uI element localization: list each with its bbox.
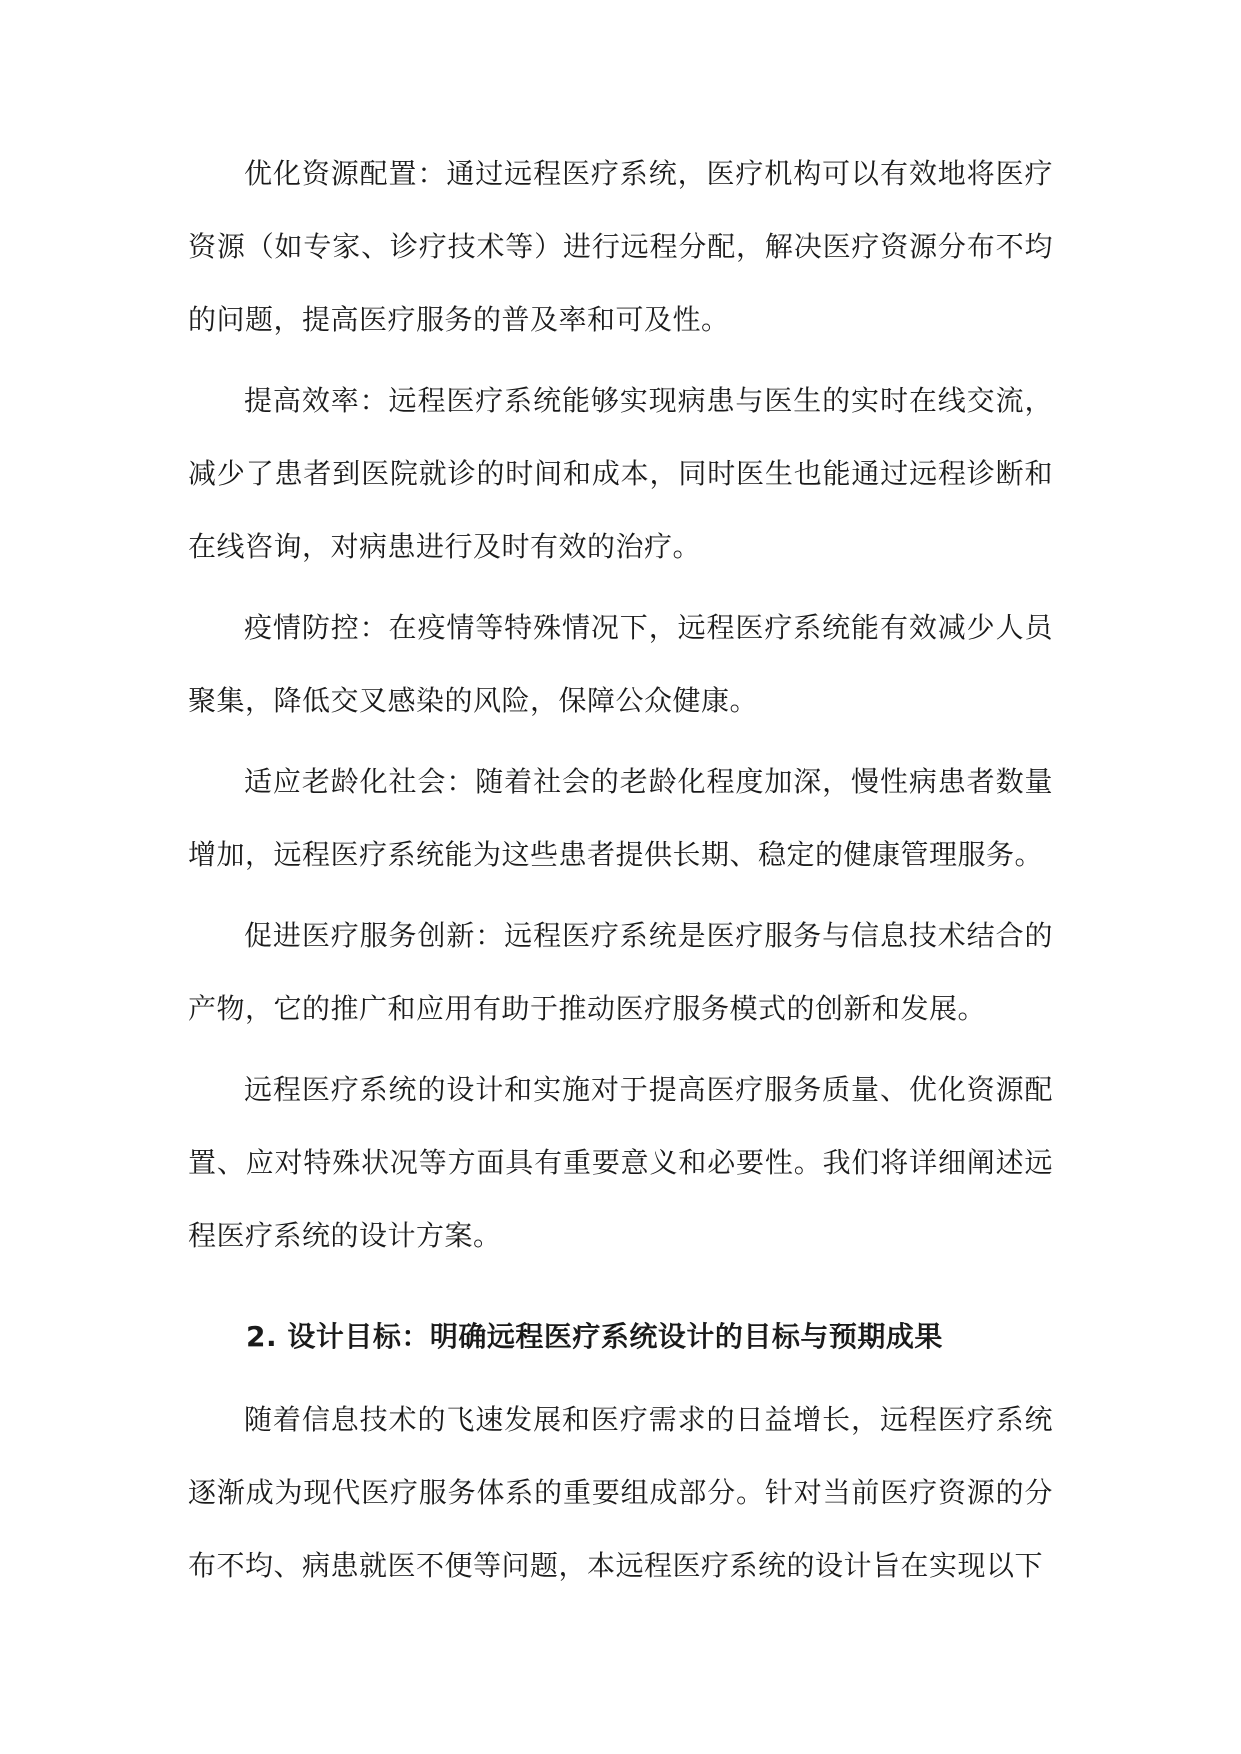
paragraph-summary: 远程医疗系统的设计和实施对于提高医疗服务质量、优化资源配置、应对特殊状况等方面具有重要意义和必要性。我们将详细阐述远程医疗系统的设计方案。 xyxy=(188,1073,1053,1252)
paragraph-optimize-resources: 优化资源配置：通过远程医疗系统，医疗机构可以有效地将医疗资源（如专家、诊疗技术等）进行远程分配，解决医疗资源分布不均的问题，提高医疗服务的普及率和可及性。 xyxy=(188,157,1053,336)
paragraph-aging-society: 适应老龄化社会：随着社会的老龄化程度加深，慢性病患者数量增加，远程医疗系统能为这些患者提供长期、稳定的健康管理服务。 xyxy=(188,765,1053,871)
paragraph-improve-efficiency: 提高效率：远程医疗系统能够实现病患与医生的实时在线交流，减少了患者到医院就诊的时间和成本，同时医生也能通过远程诊断和在线咨询，对病患进行及时有效的治疗。 xyxy=(188,384,1053,563)
section-heading: 2. 设计目标：明确远程医疗系统设计的目标与预期成果 xyxy=(246,1320,943,1353)
paragraph-epidemic-control: 疫情防控：在疫情等特殊情况下，远程医疗系统能有效减少人员聚集，降低交叉感染的风险，保障公众健康。 xyxy=(188,611,1053,717)
paragraph-service-innovation: 促进医疗服务创新：远程医疗系统是医疗服务与信息技术结合的产物，它的推广和应用有助于推动医疗服务模式的创新和发展。 xyxy=(188,919,1053,1025)
paragraph-design-goals-intro: 随着信息技术的飞速发展和医疗需求的日益增长，远程医疗系统逐渐成为现代医疗服务体系的重要组成部分。针对当前医疗资源的分布不均、病患就医不便等问题，本远程医疗系统的设计旨在实现以下 xyxy=(188,1403,1053,1582)
document-body xyxy=(188,137,1053,1610)
